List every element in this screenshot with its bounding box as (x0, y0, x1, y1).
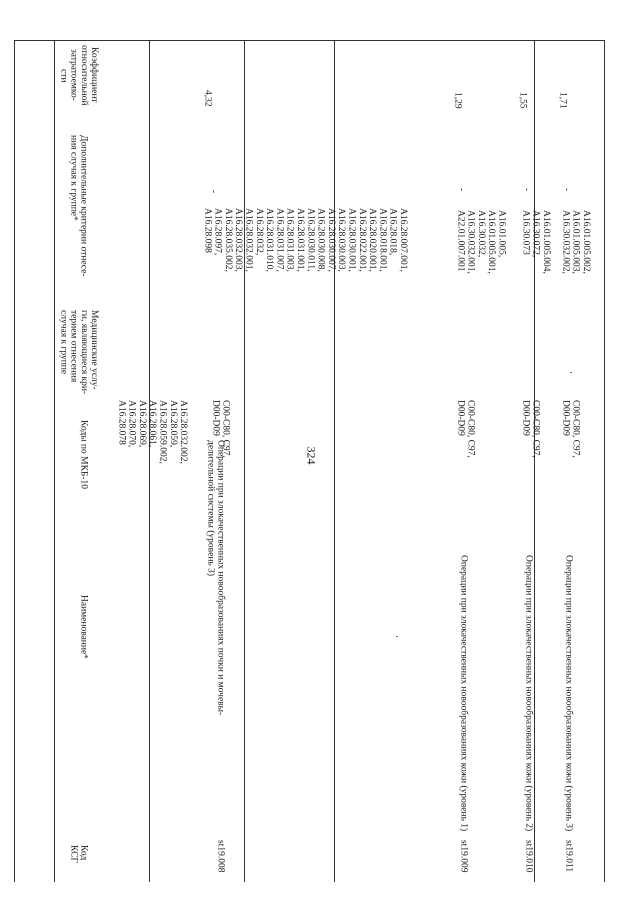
header-coeff-v: Коэффициент относительной затратоемко- сти (58, 45, 100, 106)
table-left-border (15, 40, 605, 883)
row-mkb-st19011: C00-C80, C97, D00-D09 (560, 400, 581, 458)
column-line-right-edge (604, 40, 605, 882)
header-mkb-v: Коды по МКБ-10 (78, 420, 89, 490)
row-coeff-st19011: 1,71 (557, 92, 568, 109)
row-services-st19010: A16.01.005.004, A16.30.072, A16.30.073 (520, 210, 551, 274)
scan-speck (396, 636, 398, 637)
row-criteria-st19009: - (456, 188, 467, 192)
row-code-st19008: st19.008 (215, 840, 226, 873)
row-code-st19009: st19.009 (458, 840, 469, 873)
row-mkb-st19010: C00-C80, C97, D00-D09 (520, 400, 541, 458)
header-services-v: Медицинские услу- ги, являющиеся кри- терием отнесения случая к группе (58, 310, 100, 395)
table-bottom-edge (14, 40, 15, 882)
column-line-services (244, 40, 245, 882)
header-left-edge (535, 40, 605, 41)
row-criteria-st19011: - (561, 188, 572, 192)
row-services-st19011: A16.01.005.002, A16.01.005.003, A16.30.032.002, (560, 210, 591, 274)
row-coeff-st19009: 1,29 (452, 92, 463, 109)
scan-speck (570, 372, 572, 373)
row-criteria-st19010: - (521, 188, 532, 192)
row-mkb-st19009: C00-C80, C97, D00-D09 (455, 400, 476, 458)
row-code-st19010: st19.010 (523, 840, 534, 873)
row-name-st19008: Операции при злокачественных новообразованиях почки и мочевы- делительной системы (уровень 3) (205, 440, 226, 716)
page-number: 324 (304, 446, 319, 465)
row-name-st19011: Операции при злокачественных новообразованиях кожи (уровень 3) (563, 555, 574, 832)
row-name-st19009: Операции при злокачественных новообразованиях кожи (уровень 1) (458, 555, 469, 832)
row-code-st19011: st19.011 (563, 840, 574, 873)
column-line-coeff (534, 40, 535, 882)
column-line-name (54, 40, 55, 882)
row-name-st19010: Операции при злокачественных новообразованиях кожи (уровень 2) (523, 555, 534, 832)
row-coeff-st19010: 1,55 (517, 92, 528, 109)
row-services-st19009: A16.01.005, A16.01.005.001, A16.30.032, A16.30.032.001, A22.01.007.001 (455, 210, 507, 274)
continuation-services-col: A16.28.032.002, A16.28.059, A16.28.059.002, A16.28.061, A16.28.069, A16.28.070, A16.28.078 (116, 400, 189, 464)
row-coeff-st19008: 4,32 (202, 90, 213, 107)
header-name-v: Наименование* (78, 595, 89, 659)
row-services-st19008: A16.28.007.001, A16.28.018, A16.28.018.001, A16.28.020.001, A16.28.022.001, A16.28.030.001, A16.28.030.003, A16.28.030.007, A16.28.030.008, A16.28.030.011, A16.28.031.001, A16.28.031.003, A16.28.031.007, A16.28.031.010, A16.28.032, A16.28.032.001, A16.28.032.003, A16.28.035.002, A16.28.097, A16.28.098 (202, 208, 408, 272)
row-mkb-st19008: C00-C80, C97, D00-D09 (210, 400, 231, 458)
column-line-criteria (334, 40, 335, 882)
row-criteria-st19008: - (208, 190, 219, 194)
header-criteria-v: Дополнительные критерии отнесе- ния случая к группе* (68, 135, 89, 277)
header-code-v: Код КСГ (68, 845, 89, 863)
